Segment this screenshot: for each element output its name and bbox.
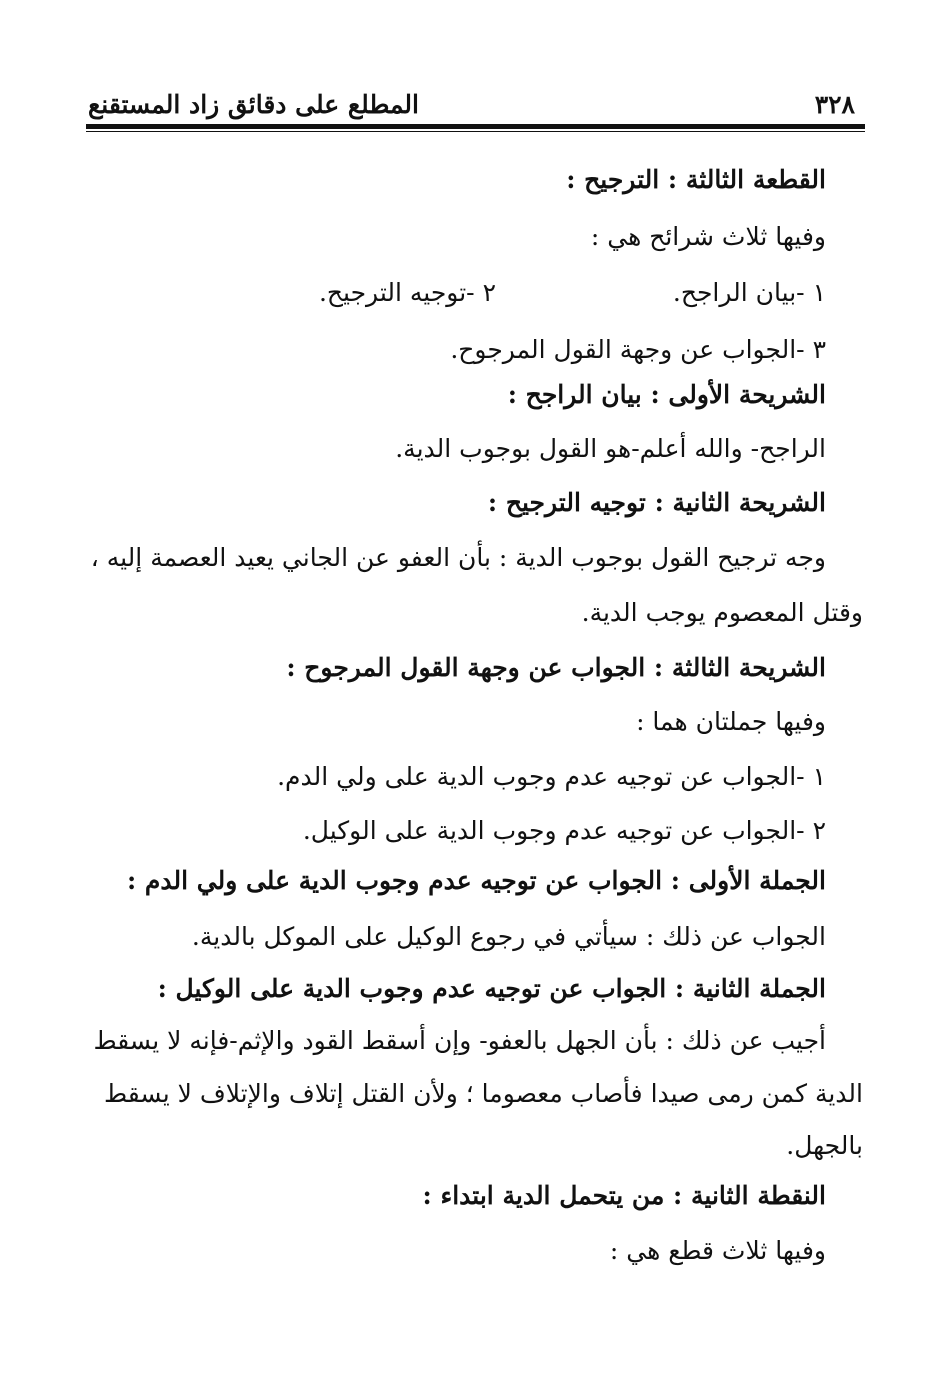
heading-sentence-2: الجملة الثانية : الجواب عن توجيه عدم وجوب الدية على الوكيل : — [157, 974, 826, 1003]
heading-strip-2: الشريحة الثانية : توجيه الترجيح : — [487, 488, 826, 517]
heading-strip-3: الشريحة الثالثة : الجواب عن وجهة القول المرجوح : — [286, 653, 826, 682]
paragraph-line: وفيها ثلاث قطع هي : — [609, 1236, 826, 1265]
heading-strip-1: الشريحة الأولى : بيان الراجح : — [507, 380, 826, 409]
list-item-2: ٢ -الجواب عن توجيه عدم وجوب الدية على الوكيل. — [302, 816, 826, 845]
list-item-3: ٣ -الجواب عن وجهة القول المرجوح. — [450, 335, 826, 364]
paragraph-line: وفيها ثلاث شرائح هي : — [590, 222, 826, 251]
heading-section-3-tarjih: القطعة الثالثة : الترجيح : — [566, 165, 826, 194]
list-item-1: ١ -بيان الراجح. — [672, 278, 826, 307]
paragraph-line: الجواب عن ذلك : سيأتي في رجوع الوكيل على الموكل بالدية. — [191, 922, 826, 951]
paragraph-line: بالجهل. — [786, 1131, 863, 1160]
paragraph-line: وفيها جملتان هما : — [636, 707, 826, 736]
list-item-2: ٢ -توجيه الترجيح. — [318, 278, 496, 307]
page-number: ٣٢٨ — [814, 90, 855, 119]
list-item-1: ١ -الجواب عن توجيه عدم وجوب الدية على ولي الدم. — [277, 762, 826, 791]
paragraph-line: أجيب عن ذلك : بأن الجهل بالعفو- وإن أسقط القود والإثم-فإنه لا يسقط — [93, 1026, 826, 1055]
header-rule-thick — [86, 124, 865, 129]
running-title: المطلع على دقائق زاد المستقنع — [88, 90, 419, 119]
heading-sentence-1: الجملة الأولى : الجواب عن توجيه عدم وجوب الدية على ولي الدم : — [126, 866, 826, 895]
paragraph-line: الراجح- والله أعلم-هو القول بوجوب الدية. — [395, 434, 826, 463]
header-rule-thin — [86, 131, 865, 132]
page-header — [88, 90, 863, 124]
paragraph-line: وقتل المعصوم يوجب الدية. — [581, 598, 863, 627]
heading-point-2: النقطة الثانية : من يتحمل الدية ابتداء : — [422, 1181, 826, 1210]
paragraph-line: الدية كمن رمى صيدا فأصاب معصوما ؛ ولأن القتل إتلاف والإتلاف لا يسقط — [104, 1079, 863, 1108]
paragraph-line: وجه ترجيح القول بوجوب الدية : بأن العفو عن الجاني يعيد العصمة إليه ، — [90, 543, 826, 572]
